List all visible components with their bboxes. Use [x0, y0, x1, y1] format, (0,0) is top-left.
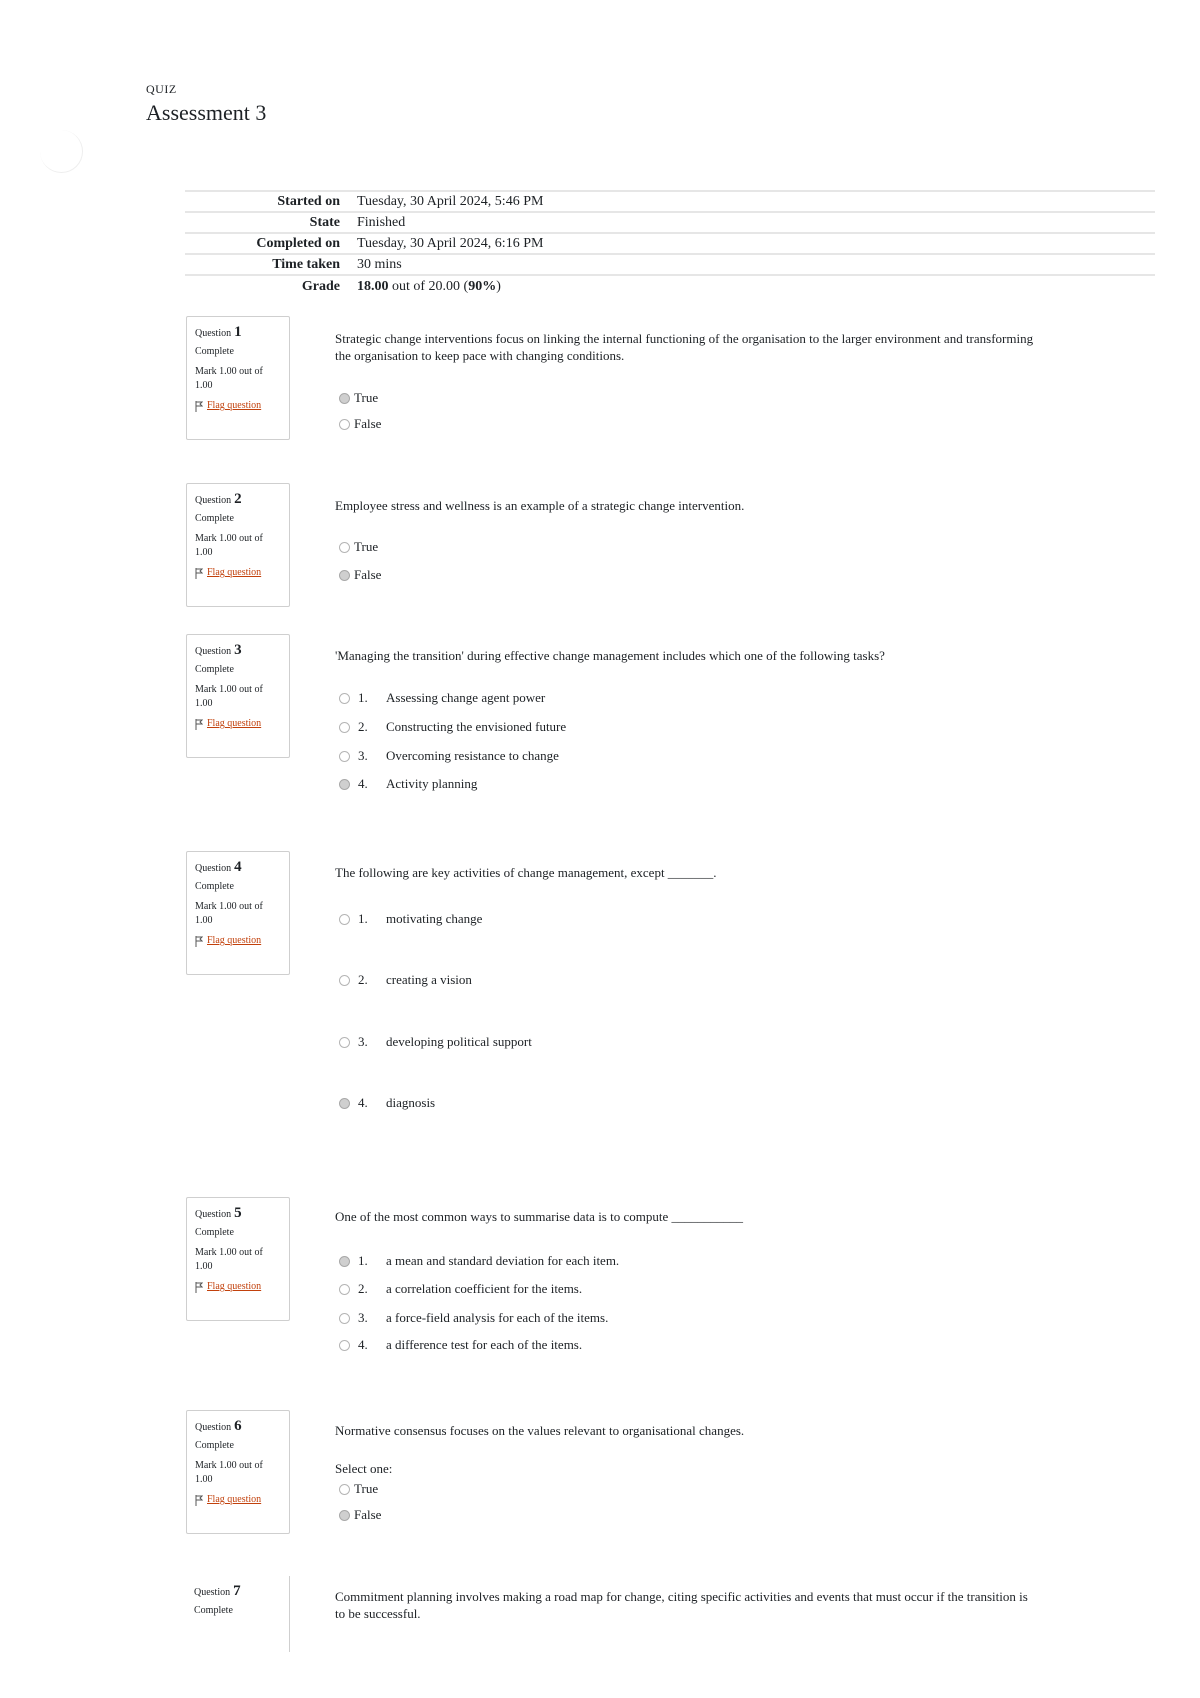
answer-option[interactable]: [339, 690, 545, 706]
flag-question-link[interactable]: Flag question: [207, 567, 262, 578]
question-word: Question: [195, 1422, 232, 1433]
option-label: developing political support: [386, 1034, 532, 1049]
answer-option[interactable]: [339, 1310, 608, 1326]
question-mark: Mark 1.00 out of 1.00: [195, 1247, 263, 1272]
question-text: Commitment planning involves making a road map for change, citing specific activities and events that must occur if the transition is to be successful.: [335, 1589, 1028, 1621]
answer-option[interactable]: [339, 1034, 532, 1050]
flag-icon: [195, 936, 203, 947]
question-text: Employee stress and wellness is an example of a strategic change intervention.: [335, 498, 745, 513]
option-label: True: [354, 390, 379, 405]
flag-question-button[interactable]: [195, 1280, 281, 1294]
decorative-circle: [40, 130, 83, 173]
question-text: 'Managing the transition' during effective change management includes which one of the following tasks?: [335, 648, 885, 663]
flag-icon: [195, 719, 203, 730]
question-number: 3: [234, 642, 242, 658]
radio-unselected[interactable]: [339, 1037, 350, 1048]
answer-option[interactable]: [339, 1507, 381, 1523]
flag-question-button[interactable]: [195, 399, 281, 413]
summary-label: Started on: [277, 194, 340, 209]
option-number: 1.: [358, 1253, 368, 1268]
question-word: Question: [195, 328, 232, 339]
radio-unselected[interactable]: [339, 419, 350, 430]
radio-unselected[interactable]: [339, 693, 350, 704]
question-info-5: [186, 1197, 290, 1321]
question-info-4: [186, 851, 290, 975]
radio-unselected[interactable]: [339, 975, 350, 986]
option-number: 4.: [358, 776, 368, 791]
question-word: Question: [195, 646, 232, 657]
option-number: 3.: [358, 748, 368, 763]
answer-option[interactable]: [339, 1095, 435, 1111]
question-number: 5: [234, 1205, 242, 1221]
question-state: Complete: [195, 664, 234, 675]
question-info-3: [186, 634, 290, 758]
summary-label: Time taken: [272, 257, 340, 272]
question-word: Question: [195, 1209, 232, 1220]
question-state: Complete: [195, 513, 234, 524]
flag-icon: [195, 1495, 203, 1506]
radio-unselected[interactable]: [339, 1484, 350, 1495]
answer-option[interactable]: [339, 1281, 582, 1297]
question-number: 7: [233, 1583, 241, 1599]
option-number: 1.: [358, 690, 368, 705]
attempt-summary-table: [185, 190, 1155, 296]
radio-selected[interactable]: [339, 1098, 350, 1109]
option-label: Assessing change agent power: [386, 690, 546, 705]
question-mark: Mark 1.00 out of 1.00: [195, 366, 263, 391]
question-number: 1: [234, 324, 242, 340]
flag-icon: [195, 568, 203, 579]
flag-question-button[interactable]: [195, 717, 281, 731]
summary-row-state: [185, 212, 1155, 233]
option-label: diagnosis: [386, 1095, 436, 1110]
summary-value: Tuesday, 30 April 2024, 5:46 PM: [357, 194, 544, 209]
radio-unselected[interactable]: [339, 1313, 350, 1324]
question-state: Complete: [195, 881, 234, 892]
answer-option[interactable]: [339, 776, 477, 792]
radio-unselected[interactable]: [339, 542, 350, 553]
question-state: Complete: [195, 1440, 234, 1451]
answer-option[interactable]: [339, 748, 559, 764]
question-text: Normative consensus focuses on the values relevant to organisational changes.: [335, 1423, 745, 1438]
flag-icon: [195, 1282, 203, 1293]
flag-icon: [195, 401, 203, 412]
option-label: a difference test for each of the items.: [386, 1337, 583, 1352]
radio-unselected[interactable]: [339, 722, 350, 733]
radio-selected[interactable]: [339, 1510, 350, 1521]
option-label: Activity planning: [386, 776, 478, 791]
radio-unselected[interactable]: [339, 1340, 350, 1351]
question-number: 2: [234, 491, 242, 507]
option-label: True: [354, 1481, 379, 1496]
radio-selected[interactable]: [339, 393, 350, 404]
flag-question-link[interactable]: Flag question: [207, 400, 262, 411]
grade-out-of: out of 20.00 (: [392, 278, 469, 294]
summary-value: Tuesday, 30 April 2024, 6:16 PM: [357, 236, 544, 251]
question-state: Complete: [194, 1605, 233, 1616]
radio-selected[interactable]: [339, 779, 350, 790]
grade-value: [354, 275, 1155, 296]
summary-row-completed: [185, 233, 1155, 254]
question-info-6: [186, 1410, 290, 1534]
option-label: a force-field analysis for each of the items.: [386, 1310, 609, 1325]
question-number: 4: [234, 859, 242, 875]
answer-option[interactable]: [339, 416, 381, 432]
question-state: Complete: [195, 1227, 234, 1238]
answer-option[interactable]: [339, 719, 566, 735]
question-text: One of the most common ways to summarise data is to compute ___________: [335, 1209, 743, 1224]
radio-selected[interactable]: [339, 1256, 350, 1267]
question-text: Strategic change interventions focus on linking the internal functioning of the organisation to the larger environment and transforming the organisation to keep pace with changing conditions.: [335, 331, 1034, 363]
flag-question-link[interactable]: Flag question: [207, 935, 262, 946]
answer-option[interactable]: [339, 1481, 378, 1497]
question-state: Complete: [195, 346, 234, 357]
summary-value: 30 mins: [357, 257, 402, 272]
option-label: False: [354, 416, 382, 431]
question-text: The following are key activities of change management, except _______.: [335, 865, 717, 880]
grade-close: ): [496, 278, 501, 294]
answer-option[interactable]: [339, 972, 472, 988]
question-mark: Mark 1.00 out of 1.00: [195, 1460, 263, 1485]
option-label: motivating change: [386, 911, 483, 926]
option-label: a mean and standard deviation for each item.: [386, 1253, 620, 1268]
summary-label: Completed on: [256, 236, 340, 251]
option-label: True: [354, 539, 379, 554]
question-word: Question: [194, 1587, 231, 1598]
option-number: 2.: [358, 719, 368, 734]
option-label: Constructing the envisioned future: [386, 719, 567, 734]
summary-value: Finished: [357, 215, 406, 230]
flag-question-button[interactable]: [195, 566, 281, 580]
radio-unselected[interactable]: [339, 751, 350, 762]
answer-option[interactable]: [339, 1337, 582, 1353]
question-word: Question: [195, 495, 232, 506]
option-number: 2.: [358, 972, 368, 987]
radio-unselected[interactable]: [339, 914, 350, 925]
grade-percent: 90%: [468, 278, 497, 294]
radio-unselected[interactable]: [339, 1284, 350, 1295]
option-number: 3.: [358, 1034, 368, 1049]
summary-label: Grade: [301, 278, 340, 294]
page-title: Assessment 3: [146, 100, 267, 125]
question-number: 6: [234, 1418, 242, 1434]
grade-score: 18.00: [357, 278, 389, 294]
answer-option[interactable]: [339, 911, 482, 927]
question-word: Question: [195, 863, 232, 874]
option-number: 4.: [358, 1337, 368, 1352]
flag-question-button[interactable]: [195, 1493, 281, 1507]
answer-option[interactable]: [339, 539, 378, 555]
option-number: 4.: [358, 1095, 368, 1110]
flag-question-link[interactable]: Flag question: [207, 1281, 262, 1292]
quiz-label: QUIZ: [146, 82, 177, 96]
flag-question-link[interactable]: Flag question: [207, 718, 262, 729]
option-label: creating a vision: [386, 972, 472, 987]
option-number: 2.: [358, 1281, 368, 1296]
summary-row-grade: [185, 275, 1155, 296]
question-info-7: [186, 1576, 290, 1652]
summary-row-started: [185, 191, 1155, 212]
flag-question-link[interactable]: Flag question: [207, 1494, 262, 1505]
option-number: 3.: [358, 1310, 368, 1325]
question-info-2: [186, 483, 290, 607]
answer-option[interactable]: [339, 1253, 619, 1269]
question-info-1: [186, 316, 290, 440]
option-label: Overcoming resistance to change: [386, 748, 559, 763]
answer-option[interactable]: [339, 567, 381, 583]
question-mark: Mark 1.00 out of 1.00: [195, 901, 263, 926]
option-label: False: [354, 1507, 382, 1522]
option-number: 1.: [358, 911, 368, 926]
question-mark: Mark 1.00 out of 1.00: [195, 684, 263, 709]
radio-selected[interactable]: [339, 570, 350, 581]
select-one-prompt: Select one:: [335, 1461, 393, 1476]
option-label: a correlation coefficient for the items.: [386, 1281, 583, 1296]
option-label: False: [354, 567, 382, 582]
summary-row-time: [185, 254, 1155, 275]
answer-option[interactable]: [339, 390, 378, 406]
summary-label: State: [309, 215, 340, 230]
flag-question-button[interactable]: [195, 934, 281, 948]
question-mark: Mark 1.00 out of 1.00: [195, 533, 263, 558]
